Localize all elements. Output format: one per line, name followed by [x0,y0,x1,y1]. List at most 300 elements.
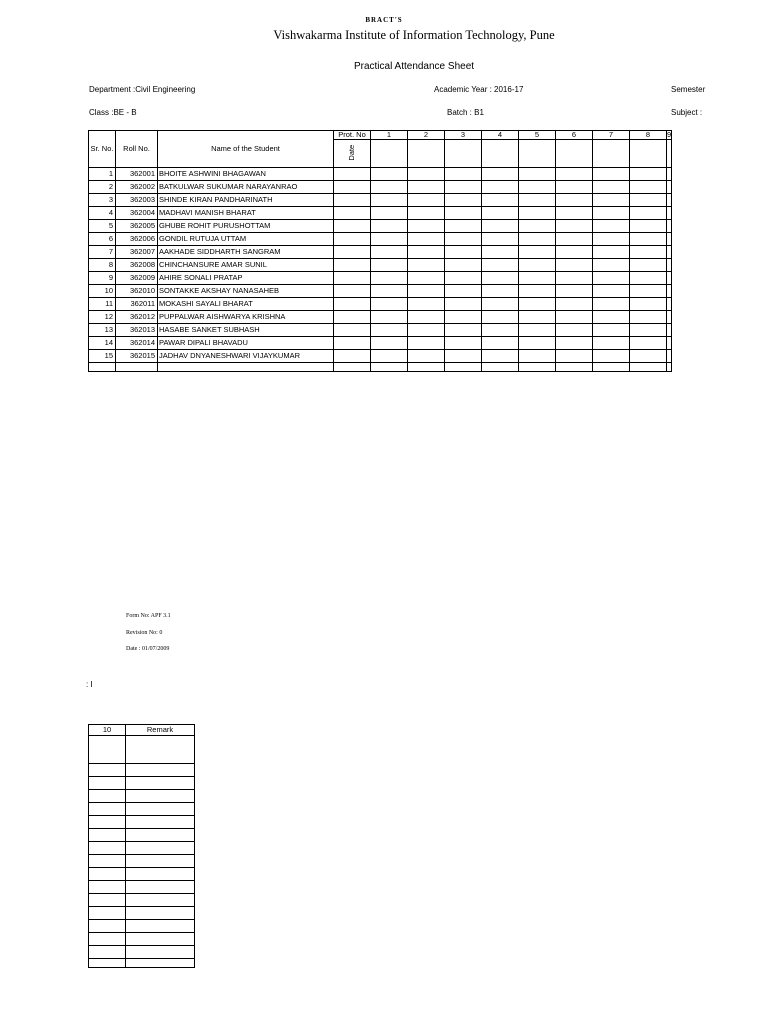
sr-no-header: Sr. No. [89,131,116,168]
roll-no-cell: 362005 [116,219,158,232]
student-name-cell: PAWAR DIPALI BHAVADU [158,336,334,349]
attendance-cell [482,193,519,206]
attendance-cell [593,206,630,219]
remarks-cell [126,803,195,816]
attendance-cell [667,310,672,323]
attendance-cell [667,336,672,349]
attendance-cell [667,323,672,336]
form-number: Form No: APF 3.1 [126,613,171,619]
attendance-cell [556,271,593,284]
attendance-cell [667,206,672,219]
table-header-row [89,131,672,140]
academic-year-label: Academic Year : 2016-17 [434,85,524,94]
empty-cell [482,362,519,371]
attendance-cell [482,336,519,349]
sr-no-cell: 11 [89,297,116,310]
remarks-cell [89,933,126,946]
attendance-cell [593,284,630,297]
attendance-cell [482,323,519,336]
attendance-cell [445,232,482,245]
student-name-cell: AHIRE SONALI PRATAP [158,271,334,284]
attendance-cell [445,349,482,362]
attendance-cell [482,219,519,232]
table-row [89,323,672,336]
empty-cell [630,362,667,371]
attendance-cell [482,167,519,180]
remarks-cell [89,842,126,855]
attendance-cell [334,310,371,323]
empty-cell [116,362,158,371]
remarks-row [89,868,195,881]
remarks-header-row [89,725,195,736]
remarks-cell [89,946,126,959]
attendance-cell [334,232,371,245]
attendance-cell [519,232,556,245]
empty-cell [371,139,408,167]
student-name-cell: GHUBE ROHIT PURUSHOTTAM [158,219,334,232]
remarks-cell [126,946,195,959]
table-row [89,193,672,206]
attendance-cell [445,245,482,258]
roll-no-cell: 362014 [116,336,158,349]
empty-cell [482,139,519,167]
table-row [89,297,672,310]
attendance-cell [630,193,667,206]
column-header: 6 [556,131,593,140]
remarks-cell [126,881,195,894]
attendance-cell [556,180,593,193]
remarks-row [89,777,195,790]
attendance-cell [519,336,556,349]
date-header-cell [334,139,371,167]
attendance-cell [334,193,371,206]
form-date: Date : 01/07/2009 [126,646,170,652]
table-row [89,245,672,258]
column-header: 2 [408,131,445,140]
table-row [89,167,672,180]
attendance-cell [630,297,667,310]
roll-no-cell: 362012 [116,310,158,323]
roll-no-cell: 362001 [116,167,158,180]
attendance-cell [556,323,593,336]
attendance-cell [593,258,630,271]
name-header: Name of the Student [158,131,334,168]
attendance-cell [445,284,482,297]
attendance-cell [556,193,593,206]
attendance-cell [519,310,556,323]
empty-cell [667,139,672,167]
remarks-row [89,933,195,946]
attendance-cell [593,167,630,180]
attendance-cell [667,232,672,245]
attendance-cell [519,180,556,193]
date-header: Date [347,145,357,161]
attendance-cell [334,323,371,336]
attendance-cell [408,180,445,193]
roll-no-cell: 362007 [116,245,158,258]
student-name-cell: SHINDE KIRAN PANDHARINATH [158,193,334,206]
remarks-cell [89,790,126,803]
attendance-table [88,130,672,372]
attendance-cell [667,167,672,180]
roll-no-cell: 362009 [116,271,158,284]
attendance-cell [408,206,445,219]
remark-header: Remark [126,725,195,736]
student-name-cell: HASABE SANKET SUBHASH [158,323,334,336]
empty-cell [519,362,556,371]
attendance-cell [408,323,445,336]
subject-label: Subject : [671,108,703,117]
remarks-row [89,920,195,933]
attendance-cell [519,271,556,284]
attendance-cell [408,245,445,258]
roll-no-cell: 362002 [116,180,158,193]
roll-no-cell: 362008 [116,258,158,271]
attendance-cell [408,219,445,232]
attendance-cell [334,271,371,284]
empty-cell [408,139,445,167]
attendance-cell [667,271,672,284]
roll-no-cell: 362011 [116,297,158,310]
empty-cell [556,362,593,371]
attendance-cell [408,297,445,310]
sr-no-cell: 10 [89,284,116,297]
attendance-cell [556,219,593,232]
attendance-cell [371,167,408,180]
attendance-cell [482,297,519,310]
remarks-cell [126,764,195,777]
remarks-cell [126,816,195,829]
attendance-cell [482,258,519,271]
attendance-cell [556,206,593,219]
column-10-header: 10 [89,725,126,736]
attendance-cell [408,193,445,206]
sr-no-cell: 14 [89,336,116,349]
attendance-cell [667,297,672,310]
department-label: Department :Civil Engineering [89,85,196,94]
attendance-cell [445,297,482,310]
remarks-row [89,959,195,968]
roll-no-cell: 362004 [116,206,158,219]
remarks-cell [89,803,126,816]
table-row [89,206,672,219]
remarks-cell [126,920,195,933]
attendance-cell [445,336,482,349]
empty-cell [89,362,116,371]
attendance-cell [334,336,371,349]
remarks-row [89,946,195,959]
semester-label: Semester [671,85,706,94]
empty-cell [519,139,556,167]
remarks-row [89,881,195,894]
remarks-cell [89,881,126,894]
attendance-cell [371,258,408,271]
table-row [89,258,672,271]
remarks-cell [126,736,195,764]
remarks-cell [89,736,126,764]
attendance-cell [371,245,408,258]
attendance-cell [482,271,519,284]
sr-no-cell: 8 [89,258,116,271]
roll-no-cell: 362003 [116,193,158,206]
empty-cell [445,139,482,167]
attendance-cell [371,219,408,232]
sr-no-cell: 5 [89,219,116,232]
student-name-cell: CHINCHANSURE AMAR SUNIL [158,258,334,271]
attendance-cell [630,180,667,193]
remarks-cell [126,959,195,968]
attendance-cell [371,232,408,245]
student-name-cell: JADHAV DNYANESHWARI VIJAYKUMAR [158,349,334,362]
attendance-cell [334,206,371,219]
attendance-cell [408,271,445,284]
sr-no-cell: 13 [89,323,116,336]
remarks-row [89,829,195,842]
remarks-cell [89,959,126,968]
attendance-cell [593,193,630,206]
attendance-cell [593,297,630,310]
attendance-cell [630,336,667,349]
attendance-cell [408,167,445,180]
attendance-cell [667,245,672,258]
attendance-cell [630,232,667,245]
sr-no-cell: 12 [89,310,116,323]
roll-no-cell: 362013 [116,323,158,336]
remarks-cell [89,894,126,907]
attendance-cell [371,206,408,219]
attendance-cell [556,232,593,245]
attendance-cell [593,336,630,349]
attendance-cell [556,167,593,180]
attendance-cell [334,167,371,180]
student-name-cell: GONDIL RUTUJA UTTAM [158,232,334,245]
prot-no-header: Prot. No [334,131,371,140]
roll-no-cell: 362010 [116,284,158,297]
attendance-cell [334,219,371,232]
student-name-cell: PUPPALWAR AISHWARYA KRISHNA [158,310,334,323]
attendance-cell [408,232,445,245]
attendance-cell [630,349,667,362]
remarks-cell [89,816,126,829]
table-row [89,362,672,371]
attendance-cell [593,349,630,362]
attendance-cell [519,167,556,180]
attendance-cell [482,232,519,245]
empty-cell [371,362,408,371]
empty-cell [445,362,482,371]
remarks-row [89,764,195,777]
table-row [89,349,672,362]
attendance-cell [371,310,408,323]
empty-cell [593,139,630,167]
column-header: 9 [667,130,672,139]
empty-cell [556,139,593,167]
attendance-cell [482,310,519,323]
table-row [89,232,672,245]
sr-no-cell: 15 [89,349,116,362]
attendance-cell [371,180,408,193]
attendance-cell [371,284,408,297]
attendance-cell [408,284,445,297]
table-row [89,271,672,284]
remarks-cell [126,907,195,920]
attendance-cell [334,258,371,271]
attendance-cell [593,245,630,258]
attendance-cell [667,193,672,206]
attendance-cell [667,258,672,271]
remarks-cell [126,855,195,868]
remarks-cell [126,777,195,790]
remarks-cell [126,894,195,907]
remarks-row [89,803,195,816]
attendance-cell [445,193,482,206]
table-row [89,219,672,232]
attendance-cell [593,323,630,336]
batch-label: Batch : B1 [447,108,484,117]
attendance-cell [334,349,371,362]
sheet-title: Practical Attendance Sheet [353,61,475,72]
column-header: 5 [519,131,556,140]
attendance-cell [630,323,667,336]
attendance-cell [630,310,667,323]
remarks-cell [89,777,126,790]
attendance-cell [593,310,630,323]
attendance-cell [482,349,519,362]
attendance-cell [445,167,482,180]
sr-no-cell: 1 [89,167,116,180]
attendance-cell [408,258,445,271]
table-row [89,284,672,297]
attendance-cell [519,297,556,310]
attendance-cell [519,206,556,219]
attendance-cell [371,323,408,336]
org-name: BRACT'S [365,16,403,24]
class-label: Class :BE - B [89,108,137,117]
attendance-cell [519,349,556,362]
attendance-cell [667,284,672,297]
student-name-cell: BATKULWAR SUKUMAR NARAYANRAO [158,180,334,193]
remarks-cell [89,764,126,777]
student-name-cell: MOKASHI SAYALI BHARAT [158,297,334,310]
attendance-cell [593,219,630,232]
attendance-cell [667,180,672,193]
remarks-row [89,907,195,920]
sr-no-cell: 4 [89,206,116,219]
table-row [89,336,672,349]
attendance-cell [556,297,593,310]
attendance-cell [519,258,556,271]
remarks-row [89,842,195,855]
attendance-cell [667,349,672,362]
attendance-cell [445,206,482,219]
table-row [89,180,672,193]
attendance-cell [630,206,667,219]
roll-no-cell: 362015 [116,349,158,362]
attendance-cell [482,206,519,219]
remarks-cell [126,868,195,881]
attendance-cell [556,284,593,297]
remarks-row [89,736,195,764]
attendance-cell [519,193,556,206]
attendance-cell [630,245,667,258]
student-name-cell: BHOITE ASHWINI BHAGAWAN [158,167,334,180]
remarks-cell [89,855,126,868]
sr-no-cell: 2 [89,180,116,193]
attendance-cell [556,310,593,323]
table-row [89,310,672,323]
attendance-cell [371,297,408,310]
attendance-cell [556,349,593,362]
empty-cell [630,139,667,167]
attendance-cell [482,284,519,297]
student-name-cell: SONTAKKE AKSHAY NANASAHEB [158,284,334,297]
remarks-cell [126,933,195,946]
attendance-cell [482,245,519,258]
attendance-cell [371,349,408,362]
sr-no-cell: 6 [89,232,116,245]
attendance-cell [445,219,482,232]
remarks-cell [89,907,126,920]
empty-cell [158,362,334,371]
empty-cell [667,362,672,371]
attendance-cell [519,245,556,258]
column-header: 4 [482,131,519,140]
column-header: 1 [371,131,408,140]
attendance-cell [556,336,593,349]
remarks-row [89,894,195,907]
revision-number: Revision No: 0 [126,630,163,636]
empty-cell [593,362,630,371]
attendance-cell [371,336,408,349]
attendance-cell [371,193,408,206]
attendance-cell [334,297,371,310]
attendance-cell [630,167,667,180]
student-name-cell: MADHAVI MANISH BHARAT [158,206,334,219]
attendance-cell [519,323,556,336]
empty-cell [334,362,371,371]
attendance-cell [334,245,371,258]
attendance-cell [371,271,408,284]
student-name-cell: AAKHADE SIDDHARTH SANGRAM [158,245,334,258]
sr-no-cell: 3 [89,193,116,206]
remarks-row [89,855,195,868]
attendance-cell [556,245,593,258]
attendance-cell [445,271,482,284]
attendance-cell [556,258,593,271]
remarks-table [88,724,195,968]
page-fragment-text: : I [86,680,93,689]
column-header: 7 [593,131,630,140]
column-header: 8 [630,131,667,140]
attendance-cell [334,180,371,193]
attendance-cell [408,336,445,349]
attendance-cell [593,271,630,284]
empty-cell [408,362,445,371]
attendance-cell [445,310,482,323]
attendance-cell [334,284,371,297]
remarks-cell [89,920,126,933]
attendance-cell [630,284,667,297]
attendance-cell [408,349,445,362]
attendance-cell [445,323,482,336]
remarks-row [89,816,195,829]
attendance-cell [519,284,556,297]
attendance-cell [630,219,667,232]
attendance-cell [519,219,556,232]
sr-no-cell: 7 [89,245,116,258]
remarks-cell [126,829,195,842]
remarks-cell [89,868,126,881]
